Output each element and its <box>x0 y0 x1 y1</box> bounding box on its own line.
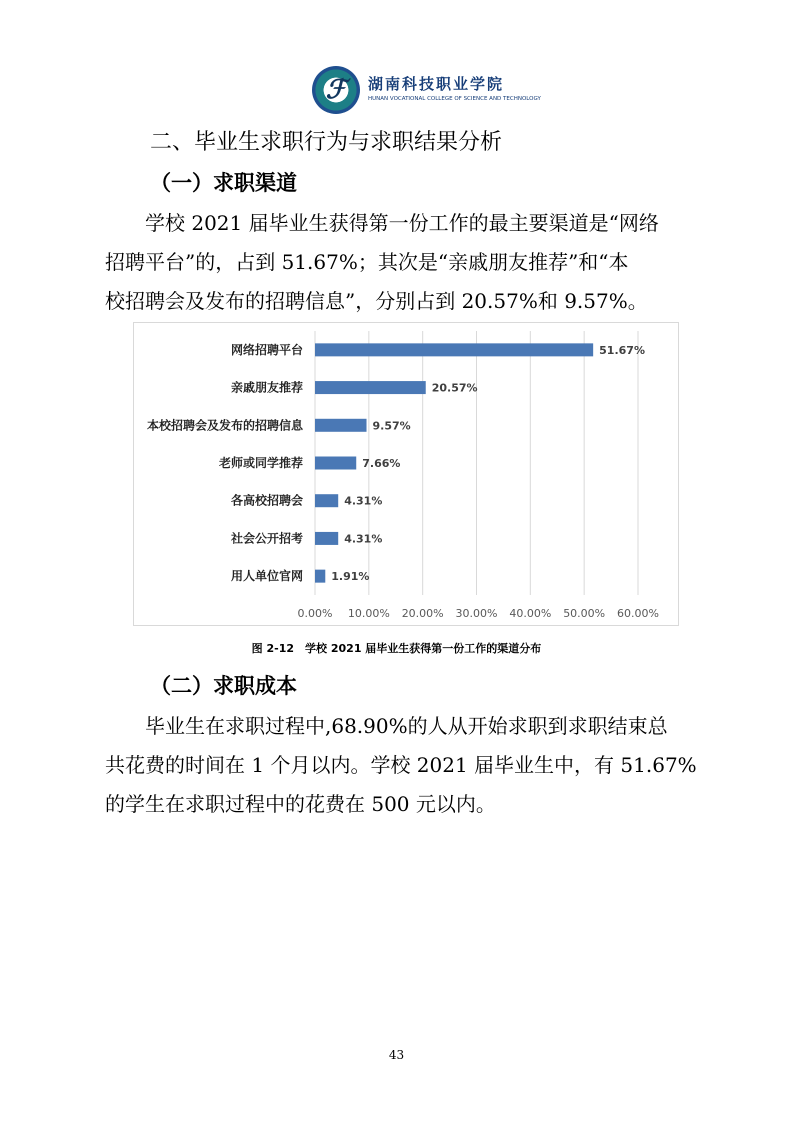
bar <box>315 457 356 470</box>
paragraph-line: 校招聘会及发布的招聘信息”，分别占到 20.57%和 9.57%。 <box>105 289 648 313</box>
category-label: 网络招聘平台 <box>230 342 303 357</box>
paragraph-cost <box>105 707 695 824</box>
paragraph-channels <box>105 204 695 321</box>
subsection-title-cost: （二）求职成本 <box>150 674 297 698</box>
x-tick-label: 50.00% <box>563 607 606 620</box>
bar <box>315 532 338 545</box>
paragraph-line: 共花费的时间在 1 个月以内。学校 2021 届毕业生中，有 51.67% <box>105 753 697 777</box>
data-label: 1.91% <box>331 570 370 584</box>
category-label: 本校招聘会及发布的招聘信息 <box>146 418 303 433</box>
bar <box>315 343 593 356</box>
x-tick-label: 60.00% <box>617 607 659 620</box>
x-tick-label: 40.00% <box>509 607 552 620</box>
figure-caption: 图 2-12 学校 2021 届毕业生获得第一份工作的渠道分布 <box>251 642 542 655</box>
college-logo <box>312 66 541 116</box>
category-label: 用人单位官网 <box>230 569 303 584</box>
data-label: 7.66% <box>362 457 401 470</box>
bar <box>315 494 338 507</box>
section-title: 二、毕业生求职行为与求职结果分析 <box>150 130 503 155</box>
bar <box>315 381 426 394</box>
chart-canvas <box>134 323 678 625</box>
paragraph-line: 毕业生在求职过程中,68.90%的人从开始求职到求职结束总 <box>145 714 668 738</box>
x-tick-label: 0.00% <box>297 607 333 620</box>
bar <box>315 419 367 432</box>
data-label: 20.57% <box>431 381 478 395</box>
category-label: 社会公开招考 <box>230 531 303 546</box>
category-label: 各高校招聘会 <box>230 493 303 508</box>
emblem-monogram: ℱ <box>325 75 347 105</box>
category-label: 亲戚朋友推荐 <box>230 380 303 395</box>
x-tick-label: 30.00% <box>455 607 498 620</box>
data-label: 9.57% <box>372 419 411 433</box>
logo-english-name: HUNAN VOCATIONAL COLLEGE OF SCIENCE AND TECHNOLOGY <box>368 96 541 102</box>
x-tick-label: 20.00% <box>401 607 444 620</box>
data-label: 4.31% <box>344 494 383 508</box>
category-label: 老师或同学推荐 <box>218 456 303 470</box>
data-label: 51.67% <box>599 343 645 357</box>
logo-chinese-name: 湖南科技职业学院 <box>368 75 505 93</box>
paragraph-line: 招聘平台”的，占到 51.67%；其次是“亲戚朋友推荐”和“本 <box>105 250 629 274</box>
channel-bar-chart <box>133 322 679 626</box>
x-tick-label: 10.00% <box>347 607 390 620</box>
paragraph-line: 的学生在求职过程中的花费在 500 元以内。 <box>105 792 496 816</box>
bar <box>315 570 325 583</box>
data-label: 4.31% <box>344 532 383 546</box>
page-number: 43 <box>388 1048 405 1062</box>
paragraph-line: 学校 2021 届毕业生获得第一份工作的最主要渠道是“网络 <box>145 211 659 235</box>
subsection-title-channels: （一）求职渠道 <box>150 171 297 195</box>
